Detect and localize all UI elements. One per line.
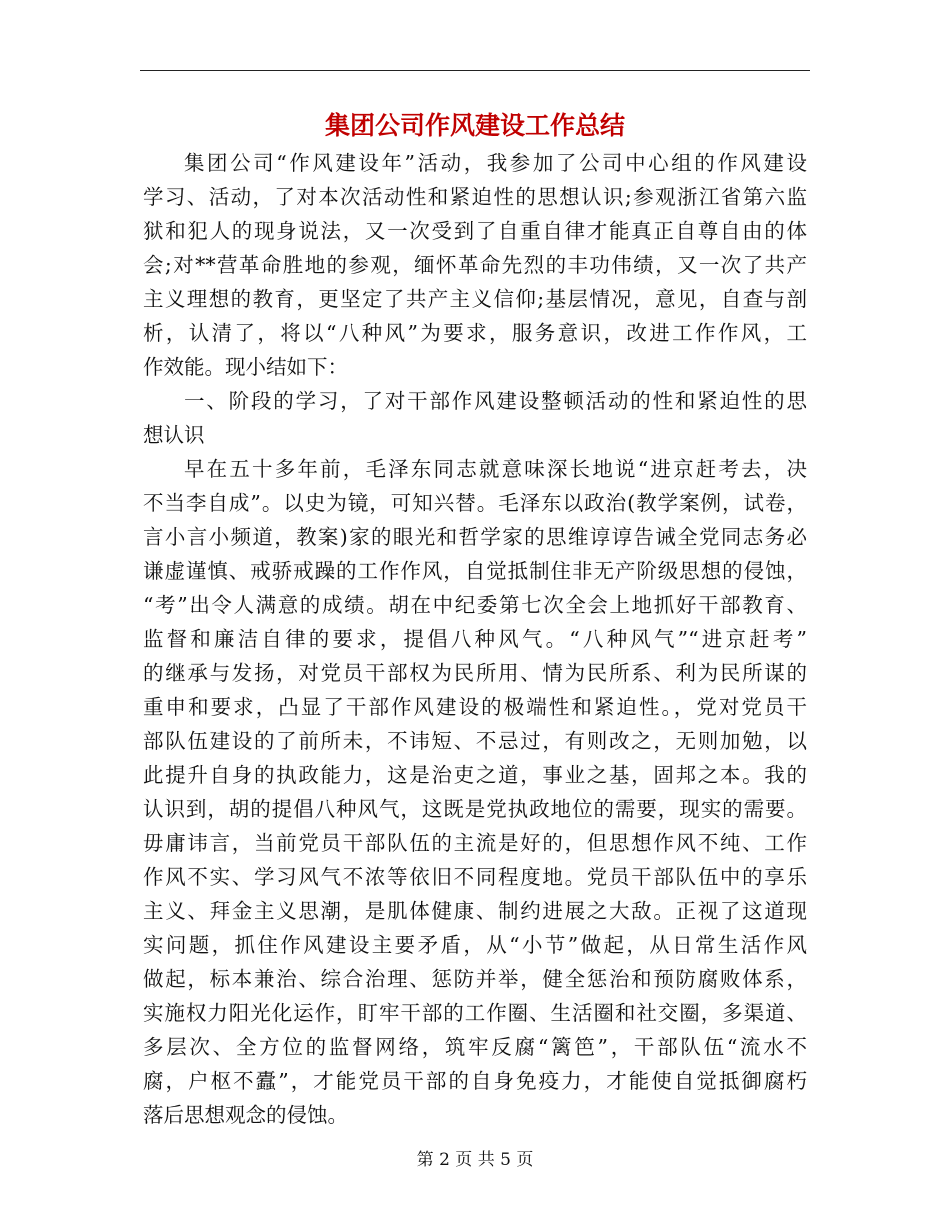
body-line: 早在五十多年前，毛泽东同志就意味深长地说“进京赶考去，决 (184, 457, 807, 481)
page-number: 第 2 页 共 5 页 (416, 1150, 534, 1170)
section-heading-line: 想认识 (143, 423, 205, 447)
body-line: 认识到，胡的提倡八种风气，这既是党执政地位的需要，现实的需要。 (143, 797, 807, 821)
body-line: 重申和要求，凸显了干部作风建设的极端性和紧迫性。，党对党员干 (143, 695, 807, 719)
body-line: 作风不实、学习风气不浓等依旧不同程度地。党员干部队伍中的享乐 (143, 865, 807, 889)
body-line: 作效能。现小结如下： (143, 355, 348, 379)
body-line: 监督和廉洁自律的要求，提倡八种风气。“八种风气”“进京赶考” (143, 627, 807, 651)
header-rule (140, 70, 810, 71)
body-line: 的继承与发扬，对党员干部权为民所用、情为民所系、利为民所谋的 (143, 661, 807, 685)
body-line: “考”出令人满意的成绩。胡在中纪委第七次全会上地抓好干部教育、 (143, 593, 807, 617)
document-title: 集团公司作风建设工作总结 (324, 111, 625, 140)
body-line: 狱和犯人的现身说法，又一次受到了自重自律才能真正自尊自由的体 (143, 219, 807, 243)
body-line: 腐，户枢不蠹”，才能党员干部的自身免疫力，才能使自觉抵御腐朽 (143, 1069, 807, 1093)
body-line: 会;对**营革命胜地的参观，缅怀革命先烈的丰功伟绩，又一次了共产 (143, 253, 807, 277)
body-line: 落后思想观念的侵蚀。 (143, 1103, 348, 1127)
body-line: 析，认清了，将以“八种风”为要求，服务意识，改进工作作风，工 (143, 321, 807, 345)
body-line: 不当李自成”。以史为镜，可知兴替。毛泽东以政治(教学案例，试卷， (143, 491, 807, 515)
body-line: 主义、拜金主义思潮，是肌体健康、制约进展之大敌。正视了这道现 (143, 899, 807, 923)
body-line: 主义理想的教育，更坚定了共产主义信仰;基层情况，意见，自查与剖 (143, 287, 807, 311)
body-line: 毋庸讳言，当前党员干部队伍的主流是好的，但思想作风不纯、工作 (143, 831, 807, 855)
body-line: 学习、活动，了对本次活动性和紧迫性的思想认识;参观浙江省第六监 (143, 185, 807, 209)
body-line: 做起，标本兼治、综合治理、惩防并举，健全惩治和预防腐败体系， (143, 967, 807, 991)
body-line: 实问题，抓住作风建设主要矛盾，从“小节”做起，从日常生活作风 (143, 933, 807, 957)
document-body (143, 146, 807, 1132)
body-line: 集团公司“作风建设年”活动，我参加了公司中心组的作风建设 (184, 151, 807, 175)
body-line: 谦虚谨慎、戒骄戒躁的工作作风，自觉抵制住非无产阶级思想的侵蚀， (143, 559, 807, 583)
body-line: 多层次、全方位的监督网络，筑牢反腐“篱笆”，干部队伍“流水不 (143, 1035, 807, 1059)
body-line: 言小言小频道，教案)家的眼光和哲学家的思维谆谆告诫全党同志务必 (143, 525, 807, 549)
body-line: 此提升自身的执政能力，这是治吏之道，事业之基，固邦之本。我的 (143, 763, 807, 787)
body-line: 部队伍建设的了前所未，不讳短、不忌过，有则改之，无则加勉，以 (143, 729, 807, 753)
body-line: 实施权力阳光化运作，盯牢干部的工作圈、生活圈和社交圈，多渠道、 (143, 1001, 807, 1025)
section-heading-line: 一、阶段的学习，了对干部作风建设整顿活动的性和紧迫性的思 (184, 389, 807, 413)
